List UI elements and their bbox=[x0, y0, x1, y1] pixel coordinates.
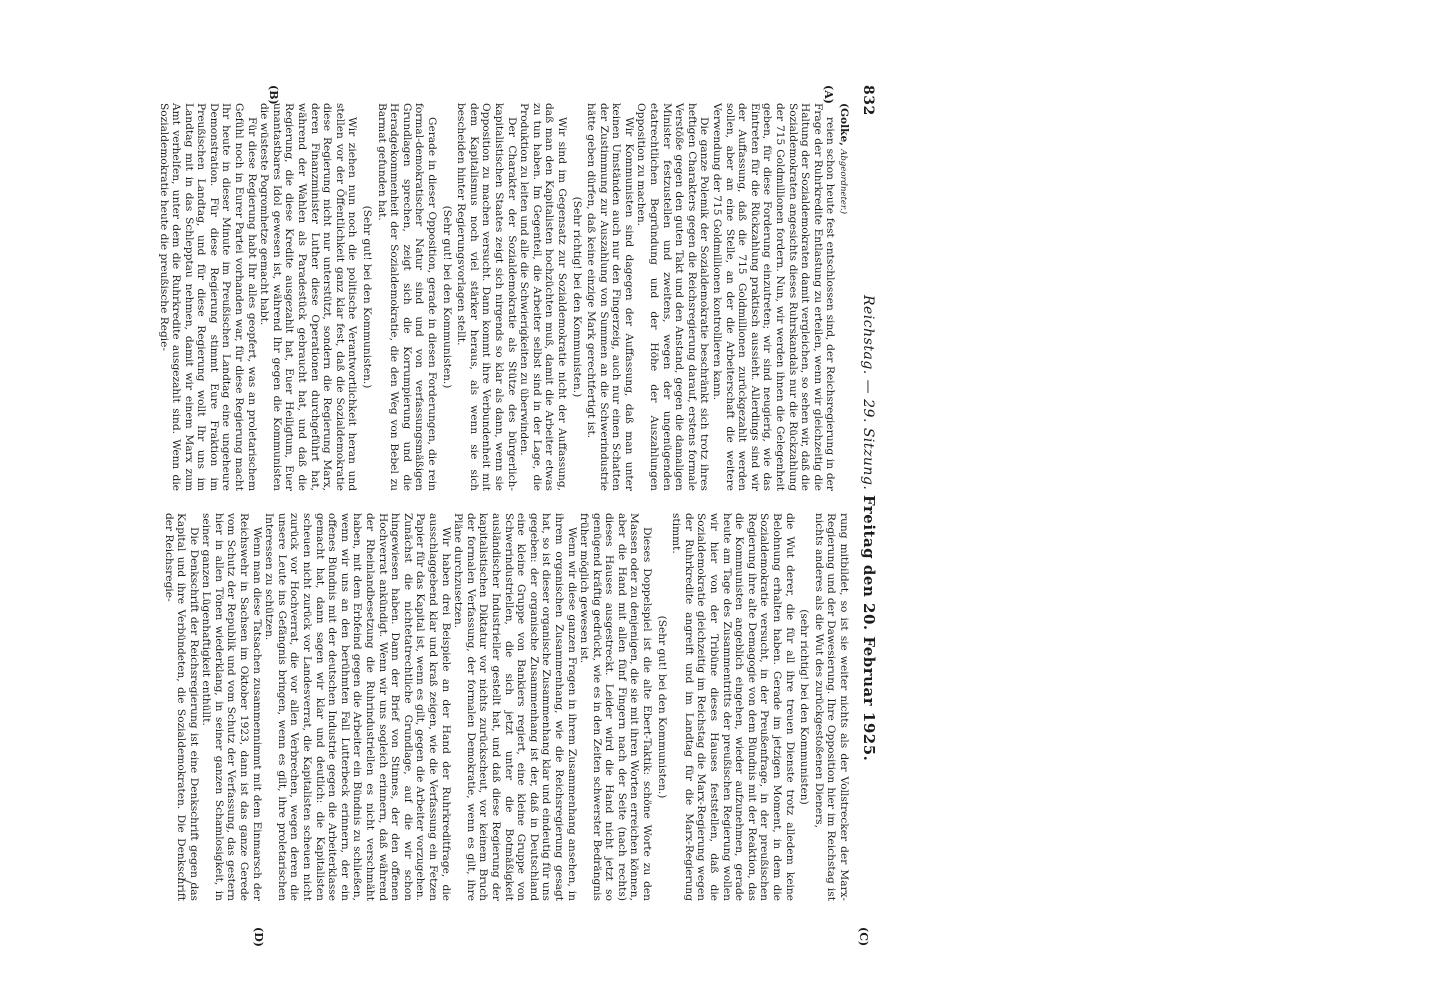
session-title: Reichstag. — 29. Sitzung. bbox=[860, 295, 876, 491]
speaker-line bbox=[836, 103, 850, 491]
session-date: Freitag den 20. Februar 1925. bbox=[860, 495, 878, 762]
speaker-role: Abgeordneter.) bbox=[838, 149, 848, 215]
left-column bbox=[0, 103, 850, 491]
paragraph: Dieses Doppelspiel ist die alte Ebert-Taktik: schöne Worte zu den Massen oder zu denjenigen, die sie mit ihren Worten erreichen können, aber die Hand mit allen fünf Fingern nach der Seite (nach rechts) dieses Hauses ausgestreckt. Leider wird die Hand nicht jetzt so genügend kräftig gedrückt, wie es in den Zeiten schwerster Bedrängnis früher möglich gewesen ist. bbox=[578, 513, 654, 901]
margin-marker-b: (B) bbox=[267, 85, 280, 105]
paragraph: Wir ziehen nun noch die politische Verantwortlichkeit heran und stellen vor der Öffentlichkeit ganz klar fest, daß die Sozialdemokratie diese Regierung nicht nur unterstützt, sondern die Regierung Marx, deren Finanzminister Luther diese Operationen durchgeführt hat, während der Wahlen als Paradestück gebraucht hat, und daß die Regierung, die diese Kredite ausgezahlt hat, Euer Heiligtum, Euer unantastbares Idol gewesen ist, während Ihr gegen die Kommunisten die wüsteste Pogromhetze gemacht habt. bbox=[258, 103, 359, 491]
margin-marker-d: (D) bbox=[252, 927, 265, 947]
document-sheet bbox=[0, 85, 880, 947]
paragraph: die Wut derer, die für all ihre treuen Dienste trotz alledem keine Belohnung erhalten haben. Gerade im jetzigen Moment, in dem die Sozialdemokratie versucht, in der Preußenfrage, in der preußischen Regierung ihre alte Demagogie von dem Bündnis mit der Reaktion, das die Kommunisten angeblich eingehen, wieder aufzunehmen, gerade heute am Tage des Zusammentritts der preußischen Regierung wollen wir hier von der Tribüne dieses Hauses feststellen, daß die Sozialdemokratie gleichzeitig im Reichstag die Marx-Regierung wegen der Ruhrkredite angreift und im Landtag für die Marx-Regierung stimmt. bbox=[670, 513, 796, 901]
speaker-name: (Golke, bbox=[838, 103, 850, 146]
paragraph: Für diese Regierung habt Ihr alles geopfert, was an proletarischem Gefühl noch in Eurer Partei vorhanden war, für diese Regierung macht Ihr heute in dieser Minute im Preußischen Landtag eine ungeheure Demonstration. Für diese Regierung stimmt Eure Fraktion im Preußischen Landtag, und für diese Regierung wollt Ihr uns im Landtag mit in das Schlepptau nehmen, damit wir einem Marx zum Amt verhelfen, unter dem die Ruhrkredite ausgezahlt sind. Wenn die Sozialdemokratie heute die preußische Regie- bbox=[157, 103, 258, 491]
paragraph: Wenn wir diese ganzen Fragen in ihrem Zusammenhang ansehen, in ihrem organischen Zusammenhang, wie die Reichsregierung gesagt hat, so ist dieser organische Zusammenhang klar und eindeutig für uns gegeben: der organische Zusammenhang ist der, daß in Deutschland eine kleine Gruppe von Bankiers regiert, eine kleine Gruppe von Schwerindustriellen, die sich jetzt unter die Botmäßigkeit ausländischer Industrieller gestellt hat, und daß diese Regierung der kapitalistischen Diktatur vor nichts zurückscheut, vor keinem Bruch der formalen Verfassung, der formalen Demokratie, wenn es gilt, ihre Pläne durchzusetzen. bbox=[452, 513, 578, 901]
page-number: 832 bbox=[860, 85, 876, 116]
page-header bbox=[854, 85, 880, 905]
paragraph: Der Charakter der Sozialdemokratie als Stütze des bürgerlich-kapitalistischen Staates zeigt sich nirgends so klar als dann, wenn sie Opposition zu machen versucht. Dann kommt ihre Verbundenheit mit dem Kapitalismus noch viel stärker heraus, als wenn sie sich bescheiden hinter Regierungsvorlagen stellt. bbox=[455, 103, 518, 491]
interjection: (Sehr richtig! bei den Kommunisten.) bbox=[570, 196, 583, 398]
paragraph: Die ganze Polemik der Sozialdemokratie beschränkt sich trotz ihres heftigen Charakters gegen die Reichsregierung darauf, erstens formale Verstöße gegen den guten Takt und den Anstand, gegen die damaligen Minister festzustellen und zweitens, wegen der ungenügenden etatrechtlichen Begründung und der Höhe der Auszahlungen Opposition zu machen. bbox=[635, 103, 711, 491]
interjection: (Sehr gut! bei den Kommunisten.) bbox=[440, 205, 453, 389]
paragraph: Die Denkschrift der Reichsregierung ist eine Denkschrift gegen das Kapital und ihre Verbündeten, die Sozialdemokraten. Die Denkschrift der Reichsregie- bbox=[162, 513, 200, 901]
margin-marker-c: (C) bbox=[857, 927, 870, 947]
paragraph: Wir haben drei Beispiele an der Hand der Ruhrkreditfrage, die ausschlaggebend klar und kraß zeigen, wie die Verfassung ein Fetzen Papier für das Kapital ist, wenn es gilt, gegen die Arbeiter vorzugehen. Zunächst die nichtetatrechtliche Grundlage, auf die wir schon hingewiesen haben. Dann der Brief von Stinnes, der den offenen Hochverrat ankündigt. Wenn wir uns sogleich erinnern, daß während der Rheinlandbesetzung die Ruhrindustriellen es nicht verschmäht haben, mit dem Erbfeind gegen die Arbeiter ein Bündnis zu schließen, wenn wir uns an den berühmten Fall Lutterbeck erinnern, der ein offenes Bündnis mit der deutschen Industrie gegen die Arbeiterklasse gemacht hat, dann sagen wir klar und deutlich: die Kapitalisten scheuen nicht zurück vor Landesverrat, die Kapitalisten scheuen nicht zurück vor Hochverrat, die vor allen Verbrechen, wegen deren die unsere Leute ins Gefängnis bringen, wenn es gilt, ihre proletarischen Interessen zu schützen. bbox=[263, 513, 452, 901]
interjection: (sehr richtig! bei den Kommunisten) bbox=[798, 609, 811, 805]
interjection: (Sehr gut! bei den Kommunisten.) bbox=[655, 615, 668, 799]
paragraph: reien schon heute fest entschlossen sind, der Reichsregierung in der Frage der Ruhrkredite Entlastung zu erteilen, wenn wir gleichzeitig die Haltung der Sozialdemokraten damit vergleichen, so sehen wir, daß die Sozialdemokraten angesichts dieses Ruhrskandals nur die Rückzahlung der 715 Goldmillionen fordern. Nun, wir werden ihnen die Gelegenheit geben, für diese Forderung einzutreten; wir sind neugierig, wie das Eintreten für die Rückzahlung praktisch aussieht. Allerdings sind wir der Auffassung, daß die 715 Goldmillionen zurückgezahlt werden sollen, aber an eine Stelle, an der die Arbeiterschaft die weitere Verwendung der 715 Goldmillionen kontrollieren kann. bbox=[711, 103, 837, 491]
paragraph: Wir Kommunisten sind dagegen der Auffassung, daß man unter keinen Umständen auch nur den Fingerzeig, auch nur einen Schatten der Zustimmung zur Auszahlung von Summen an die Schwerindustrie hätte geben dürfen, daß keine einzige Mark gerechtfertigt ist. bbox=[585, 103, 635, 491]
paragraph: Wenn man diese Tatsachen zusammennimmt mit dem Einmarsch der Reichswehr in Sachsen im Oktober 1923, dann ist das ganze Gerede vom Schutz der Republik und vom Schutz der Verfassung, das gestern hier in allen Tönen wiederklang, in seiner ganzen Schamlosigkeit, in seiner ganzen Lügenhaftigkeit enthüllt. bbox=[200, 513, 263, 901]
paragraph: rung mitbildet, so ist sie weiter nichts als der Vollstrecker der Marx-Regierung und der Dawesierung. Ihre Opposition hier im Reichstag ist nichts anderes als die Wut des zurückgestoßenen Dieners, bbox=[812, 513, 850, 901]
interjection: (Sehr gut! bei den Kommunisten.) bbox=[361, 205, 374, 389]
paragraph: Wir sind im Gegensatz zur Sozialdemokratie nicht der Auffassung, daß man den Kapitalisten hochzüchten muß, damit die Arbeiter etwas zu tun haben. Im Gegenteil, die Arbeiter selbst sind in der Lage, die Produktion zu leiten und alle die Schwierigkeiten zu überwinden. bbox=[518, 103, 568, 491]
paragraph: Gerade in dieser Opposition, gerade in diesen Forderungen, die rein formal-demokratischer Natur sind und von verfassungsmäßigen Grundlagen sprechen, zeigt sich die Korrumpierung und die Heradgekommenheit der Sozialdemokratie, die den Weg von Bebel zu Barmat gefunden hat. bbox=[375, 103, 438, 491]
right-column bbox=[0, 513, 850, 901]
margin-marker-a: (A) bbox=[822, 85, 835, 104]
